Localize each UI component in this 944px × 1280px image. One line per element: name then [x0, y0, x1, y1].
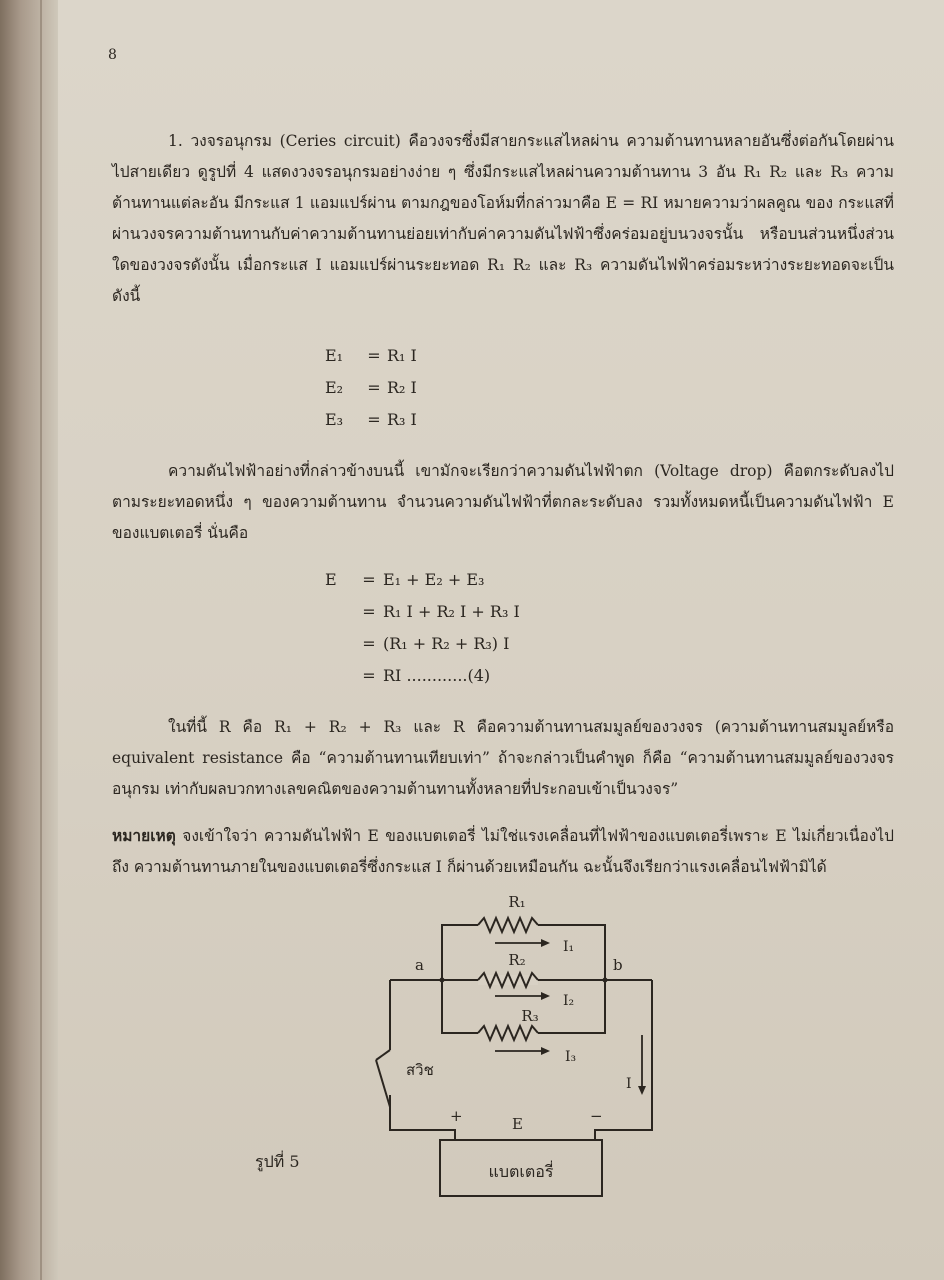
label-i: I — [626, 1076, 632, 1092]
label-r3: R₃ — [521, 1007, 539, 1025]
branch-3-left — [442, 980, 478, 1033]
equation-line — [325, 564, 520, 596]
equation-line — [325, 628, 520, 660]
equation-block-1 — [325, 340, 417, 436]
eq-lhs: E₁ — [325, 346, 344, 365]
paragraph-series-circuit: 1. วงจรอนุกรม (Ceries circuit) คือวงจรซึ่งมีสายกระแสไหลผ่าน ความต้านทานหลายอันซึ่งต่อกันโดยผ่านไปสายเดียว ดูรูปที่ 4 แสดงวงจรอนุกรมอย่างง่าย ๆ ซึ่งมีกระแสไหลผ่านความต้านทาน 3 อัน R₁ R₂ และ R₃ ความต้านทานแต่ละอัน มีกระแส 1 แอมแปร์ผ่าน ตามกฎของโอห์มที่กล่าวมาคือ E = RI หมายความว่าผลคูณ ของ กระแสที่ผ่านวงจรความต้านทานกับค่าความต้านทานย่อยเท่ากับค่าความดันไฟฟ้าซึ่งคร่อมอยู่บนวงจรนั้น หรือบนส่วนหนึ่งส่วนใดของวงจรดังนั้น เมื่อกระแส I แอมแปร์ผ่านระยะทอด R₁ R₂ และ R₃ ความดันไฟฟ้าคร่อมระหว่างระยะทอดจะเป็นดังนี้ — [112, 132, 894, 305]
label-battery: แบตเตอรี่ — [488, 1162, 554, 1181]
label-i2: I₂ — [563, 993, 575, 1009]
eq-rhs: (R₁ + R₂ + R₃) I — [383, 634, 510, 653]
label-plus: + — [450, 1107, 463, 1125]
eq-op: = — [362, 666, 376, 685]
switch-contact — [376, 1050, 390, 1060]
eq-lhs: E₂ — [325, 378, 344, 397]
eq-rhs: R₁ I — [387, 346, 417, 365]
equation-block-2 — [325, 564, 520, 692]
branch-1-left — [442, 925, 478, 980]
paragraph-voltage-drop: ความดันไฟฟ้าอย่างที่กล่าวข้างบนนี้ เขามักจะเรียกว่าความดันไฟฟ้าตก (Voltage drop) คือตกระดับลงไปตามระยะทอดหนึ่ง ๆ ของความต้านทาน จำนวนความดันไฟฟ้าที่ตกละระดับลง รวมทั้งหมดหนี้เป็นความดันไฟฟ้า E ของแบตเตอรี่ นั่นคือ — [112, 462, 894, 542]
label-i3: I₃ — [565, 1049, 577, 1065]
paragraph-equivalent-resistance: ในที่นี้ R คือ R₁ + R₂ + R₃ และ R คือความต้านทานสมมูลย์ของวงจร (ความต้านทานสมมูลย์หรือ equivalent resistance คือ “ความต้านทานเทียบเท่า” ถ้าจะกล่าวเป็นคำพูด ก็คือ “ความต้านทานสมมูลย์ของวงจรอนุกรม เท่ากับผลบวกทางเลขคณิตของความต้านทานทั้งหลายที่ประกอบเข้าเป็นวงจร” — [112, 718, 894, 798]
page-edge — [40, 0, 42, 1280]
equation-line — [325, 372, 417, 404]
label-node-b: b — [613, 956, 623, 974]
node-a-dot — [440, 978, 445, 983]
label-node-a: a — [415, 956, 424, 974]
left-bottom-wire — [390, 1095, 455, 1140]
eq-op: = — [367, 378, 381, 397]
note-text: จงเข้าใจว่า ความดันไฟฟ้า E ของแบตเตอรี่ ไม่ใช่แรงเคลื่อนที่ไฟฟ้าของแบตเตอรี่เพราะ E ไม่เกี่ยวเนื่องไปถึง ความต้านทานภายในของแบตเตอรี่ซึ่งกระแส I ก็ผ่านด้วยเหมือนกัน ฉะนั้นจึงเรียกว่าแรงเคลื่อนไฟฟ้ามิได้ — [112, 827, 894, 876]
equation-line — [325, 340, 417, 372]
eq-op: = — [367, 346, 381, 365]
eq-rhs: E₁ + E₂ + E₃ — [383, 570, 485, 589]
note-paragraph — [112, 820, 894, 883]
eq-op: = — [367, 410, 381, 429]
label-minus: − — [590, 1107, 603, 1125]
eq-rhs: R₁ I + R₂ I + R₃ I — [383, 602, 520, 621]
eq-op: = — [362, 570, 376, 589]
right-wire — [595, 980, 652, 1140]
resistor-r3-icon — [478, 1026, 538, 1040]
label-r2: R₂ — [508, 951, 526, 969]
label-r1: R₁ — [508, 893, 526, 911]
label-i1: I₁ — [563, 939, 575, 955]
equation-line — [325, 404, 417, 436]
eq-lhs: E — [325, 570, 337, 589]
eq-op: = — [362, 602, 376, 621]
page-number: 8 — [108, 47, 117, 63]
equation-line — [325, 596, 520, 628]
eq-op: = — [362, 634, 376, 653]
label-switch: สวิช — [406, 1061, 434, 1079]
eq-rhs: R₃ I — [387, 410, 417, 429]
circuit-diagram — [360, 885, 670, 1205]
equation-line — [325, 660, 520, 692]
switch-blade — [376, 1060, 390, 1107]
eq-rhs: R₂ I — [387, 378, 417, 397]
note-label: หมายเหตุ — [112, 826, 176, 845]
label-e: E — [512, 1115, 523, 1133]
node-b-dot — [603, 978, 608, 983]
eq-rhs: RI ............(4) — [383, 666, 491, 685]
resistor-r1-icon — [478, 918, 538, 932]
eq-lhs: E₃ — [325, 410, 344, 429]
binding-shadow — [0, 0, 58, 1280]
figure-caption: รูปที่ 5 — [255, 1152, 300, 1171]
